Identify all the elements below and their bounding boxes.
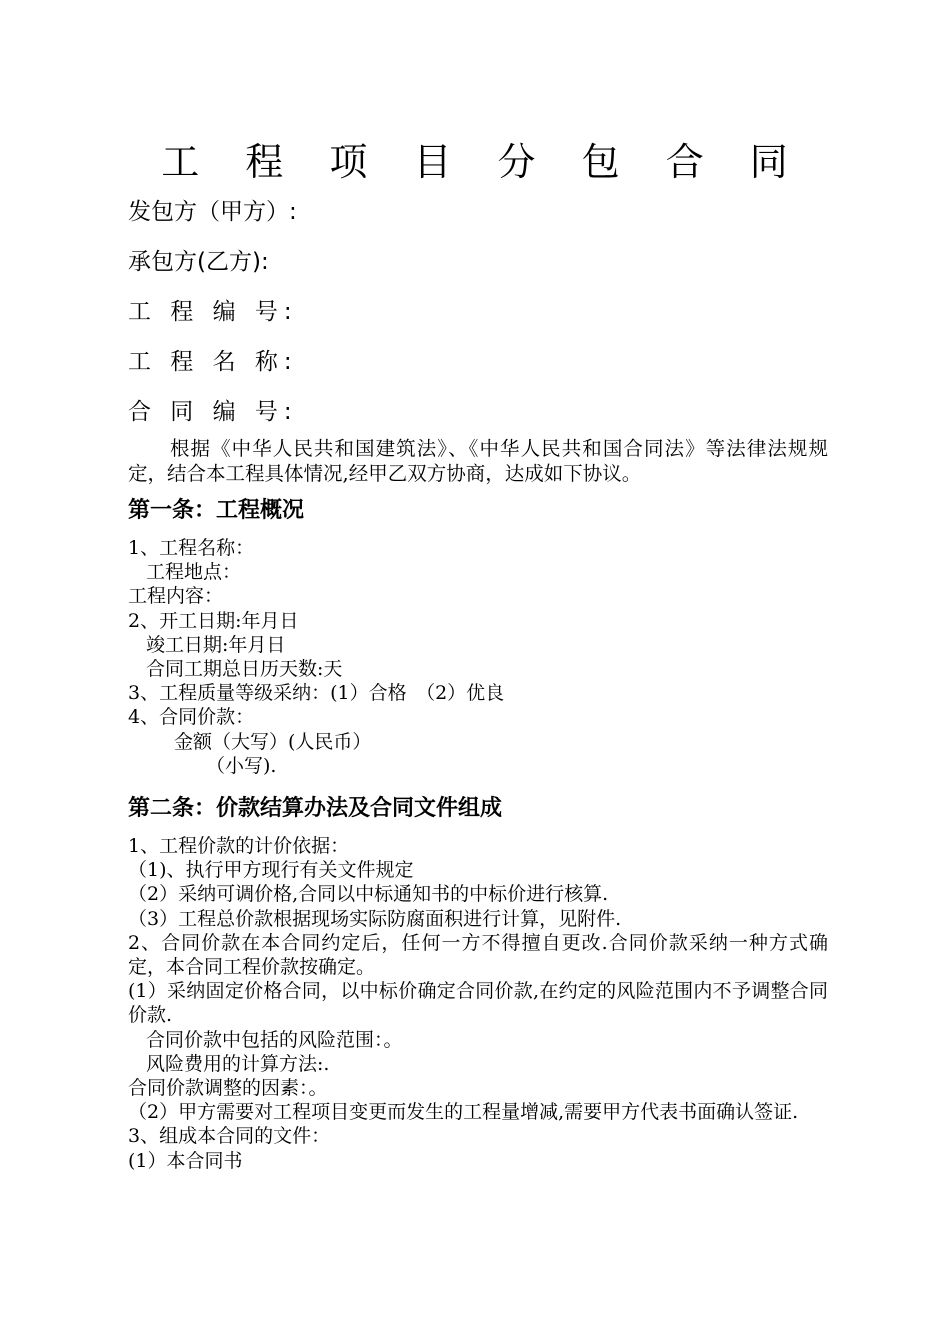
- article2-line: 1、工程价款的计价依据：: [128, 835, 350, 857]
- article2-line: （2）甲方需要对工程项目变更而发生的工程量增减,需要甲方代表书面确认签证.: [128, 1101, 799, 1124]
- article2-heading: 第二条：价款结算办法及合同文件组成: [128, 796, 503, 821]
- article1-heading: 第一条：工程概况: [128, 498, 305, 523]
- article2-line: 合同价款调整的因素：。: [128, 1077, 328, 1100]
- article2-line: （2）采纳可调价格,合同以中标通知书的中标价进行核算.: [128, 883, 609, 906]
- article2-line: 合同价款中包括的风险范围：。: [146, 1028, 403, 1051]
- article2-line: (1）本合同书: [128, 1149, 243, 1172]
- article2-line: （3）工程总价款根据现场实际防腐面积进行计算，见附件.: [128, 907, 622, 930]
- article1-line: 1、工程名称：: [128, 537, 255, 559]
- party-b-label: 承包方(乙方):: [128, 249, 269, 275]
- article1-line: 2、开工日期:年月日: [128, 609, 299, 632]
- article2-line: （1)、执行甲方现行有关文件规定: [128, 859, 414, 882]
- article1-line: 工程内容：: [128, 585, 224, 608]
- article1-line: 3、工程质量等级采纳：(1）合格 （2）优良: [128, 682, 505, 705]
- article1-line: 4、合同价款：: [128, 706, 255, 729]
- article2-line: (1）采纳固定价格合同，以中标价确定合同价款,在约定的风险范围内不予调整合同价款.: [128, 980, 828, 1027]
- contract-number-label: 合 同 编 号:: [128, 399, 298, 425]
- article2-line: 3、组成本合同的文件：: [128, 1125, 331, 1148]
- party-a-label: 发包方（甲方）:: [128, 199, 297, 225]
- project-number-label: 工 程 编 号:: [128, 299, 298, 325]
- contract-title: 工 程 项 目 分 包 合 同: [161, 140, 805, 184]
- article2-body: [128, 834, 828, 1173]
- article1-line: （小写).: [206, 754, 277, 777]
- article2-line: 风险费用的计算方法:.: [146, 1052, 330, 1075]
- preamble-paragraph: 根据《中华人民共和国建筑法》、《中华人民共和国合同法》等法律法规规定，结合本工程具体情况,经甲乙双方协商，达成如下协议。: [128, 437, 828, 485]
- article1-body: [128, 536, 828, 778]
- article1-line: 竣工日期:年月日: [146, 633, 286, 656]
- article1-line: 工程地点：: [146, 561, 242, 584]
- article1-line: 金额（大写）(人民币）: [174, 730, 372, 753]
- project-name-label: 工 程 名 称:: [128, 349, 298, 375]
- article2-line: 2、合同价款在本合同约定后，任何一方不得擅自更改.合同价款采纳一种方式确定，本合同工程价款按确定。: [128, 931, 828, 979]
- article1-line: 合同工期总日历天数:天: [146, 658, 343, 681]
